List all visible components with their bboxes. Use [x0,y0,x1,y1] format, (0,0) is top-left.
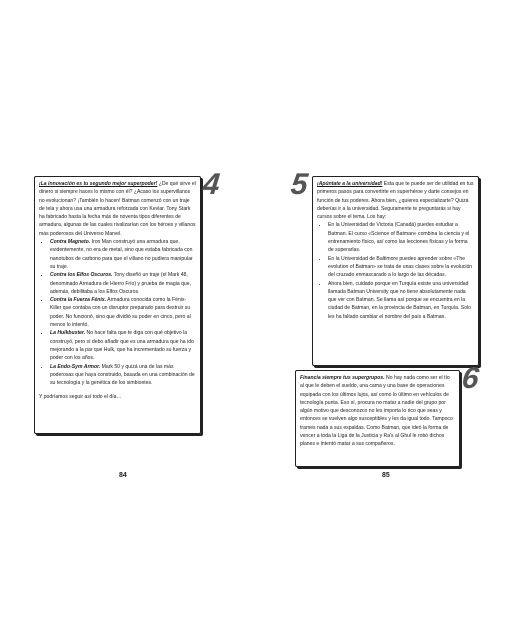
list-item-head: Contra Magneto. [50,239,91,246]
university-list [317,221,474,321]
list-item-text: Iron Man construyó una armadura que, evidentemente, no era de metal, sino que estaba fabricada con nanotubos de carbono para que el villano no pudiera manipular su traje. [50,239,193,270]
innovation-intro [39,180,196,238]
finance-title: Financia siempre tus supergrupos. [300,375,385,381]
finance-box [295,370,460,467]
list-item-text: Tony diseñó un traje (el Mark 48, denominado Armadura de Hierro Frío) y prueba de magia que, además, debilitaba a los Elfos Oscuros. [50,272,192,295]
list-item [50,271,196,296]
list-item-head: La Endo-Sym Armor. [50,363,101,370]
list-item [50,329,196,362]
innovation-outro: Y podríamos seguir así todo el día… [39,394,122,401]
finance-body: No hay nada como ser el tío al que le deben el sueldo, una cama y una base de operaciones equipada con los últimos lujos, así como lo último en vehículos de tecnología punta. Eso sí, procura no matar a nadie del grupo por algún motivo que desconozco no les importa lo rico que seas y entonces se vuelven algo susceptibles y les da igual todo. Tampoco trames nada a sus espaldas. Como Batman, que ideó la forma de vencer a toda la Liga de la Justicia y Ra's al Ghul le robó dichos planes e intentó matar a sus compañeros. [300,375,453,448]
university-title: ¡Apúntate a la universidad! [317,181,383,187]
university-intro [317,180,474,221]
list-item [50,363,196,388]
innovation-intro-text: ¿De qué sirve el dinero si siempre haces lo mismo con él? ¿Acaso los supervillanos no evolucionan? ¡También lo hacen! Batman comenzó con un traje de tela y ahora usa una armadura reforzada con Kevlar. Tony Stark ha fabricado hasta la fecha más de noventa tipos diferentes de armadura, algunas de las cuales rivalizarían con los héroes y villanos más poderosos del Universo Marvel. [39,181,196,237]
armor-list [39,238,196,387]
university-box [312,176,479,366]
list-item-head: Contra la Fuerza Fénix. [50,297,107,304]
list-item-text: Armadura conocida como la Fénix-Killer que contaba con un disruptor preparado para destruir su poder. No funcionó, sino que dividió su poder en cinco, pero al menos lo intentó. [50,297,191,329]
list-item-head: La Hulkbuster. [50,330,86,337]
university-intro-text: Esta que te puede ser de utilidad en tus primeros pasos para convertirte en superhéroe y darte consejos en función de tus poderes. Ahora bien, ¿quieres especializarte? Quizá deberías ir a la universidad. Seguramente te preguntarás si hay cursos sobre el tema. Los hay: [317,181,474,221]
page-number-left: 84 [119,472,127,479]
section-number-4: 4 [201,168,222,201]
list-item-head: Contra los Elfos Oscuros. [50,272,113,279]
innovation-title: ¡La innovación es tu segundo mejor superpoder! [39,181,158,187]
finance-text [300,374,455,449]
list-item-text: Mark 50 y quizá una de las más poderosas que haya construido, basada en una combinación de su tecnología y la genética de los simbiontes. [50,363,195,387]
list-item: • Ahora bien, cuidado porque en Turquía existe una universidad llamada Batman University que no tiene absolutamente nada que ver con Batman. Se llama así porque se encuentra en la ciudad de Batman, en la provincia de Batman, en Turquía. Solo les ha faltado cambiar el nombre del país a Batman. [328,280,474,321]
list-item [50,296,196,329]
section-number-6: 6 [460,362,481,395]
section-number-5: 5 [289,168,310,201]
page-number-right: 85 [382,472,390,479]
innovation-box [34,176,201,434]
list-item-text: No hace falta que te diga con qué objetivo la construyó, pero sí debo añadir que es una armadura que ha ido mejorando a la par que Hulk, que ha incrementado su fuerza y poder con los años. [50,330,194,362]
list-item: • En la Universidad de Victoria (Canadá) puedes estudiar a Batman. El curso «Science of Batman» combina la ciencia y el entrenamiento físico, así como las lecciones físicas y la forma de superarlas. [328,221,474,254]
list-item [50,238,196,271]
list-item: • En la Universidad de Baltimore puedes aprender sobre «The evolution of Batman» se trata de unas clases sobre la evolución del cruzado enmascarado a lo largo de las décadas. [328,255,474,280]
